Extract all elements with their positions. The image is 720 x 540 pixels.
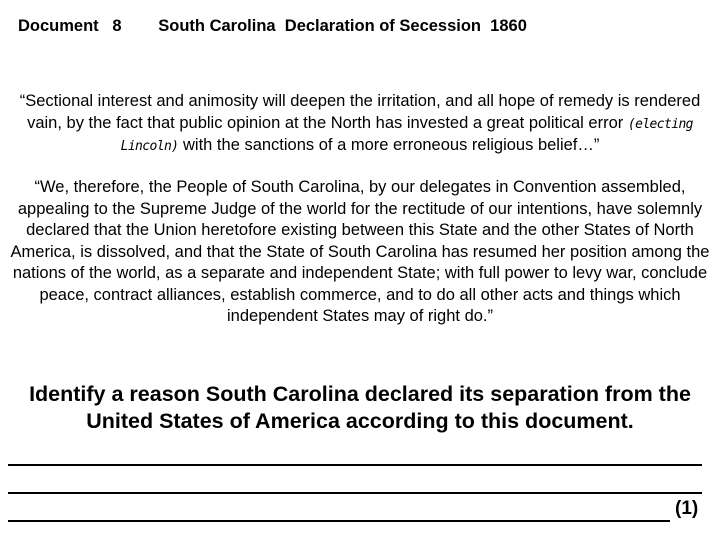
answer-line-1[interactable] (8, 464, 702, 466)
quote-paragraph-2: “We, therefore, the People of South Carolina, by our delegates in Convention assembled, appealing to the Supreme Judge of the world for the rectitude of our intentions, have solemnly declared that the Union heretofore existing between this State and the other States of North America, is dissolved, and that the State of South Carolina has resumed her position among the nations of the world, as a separate and independent State; with full power to levy war, conclude peace, contract alliances, establish commerce, and to do all other acts and things which independent States may of right do.” (10, 178, 710, 325)
answer-line-2[interactable] (8, 492, 702, 494)
answer-line-3[interactable] (8, 520, 670, 522)
quote-1-text-end: with the sanctions of a more erroneous religious belief…” (178, 136, 600, 154)
handwritten-note: (electing Lincoln) (120, 116, 693, 154)
quote-1-text-start: “Sectional interest and animosity will deepen the irritation, and all hope of remedy is rendered vain, by the fact that public opinion at the North has invested a great political error (19, 92, 701, 132)
points-label: (1) (675, 498, 699, 519)
document-header: Document 8 South Carolina Declaration of Secession 1860 (18, 17, 527, 35)
question-prompt: Identify a reason South Carolina declared its separation from the United States of America according to this document. (29, 382, 691, 433)
quote-paragraph-1 (6, 91, 714, 158)
